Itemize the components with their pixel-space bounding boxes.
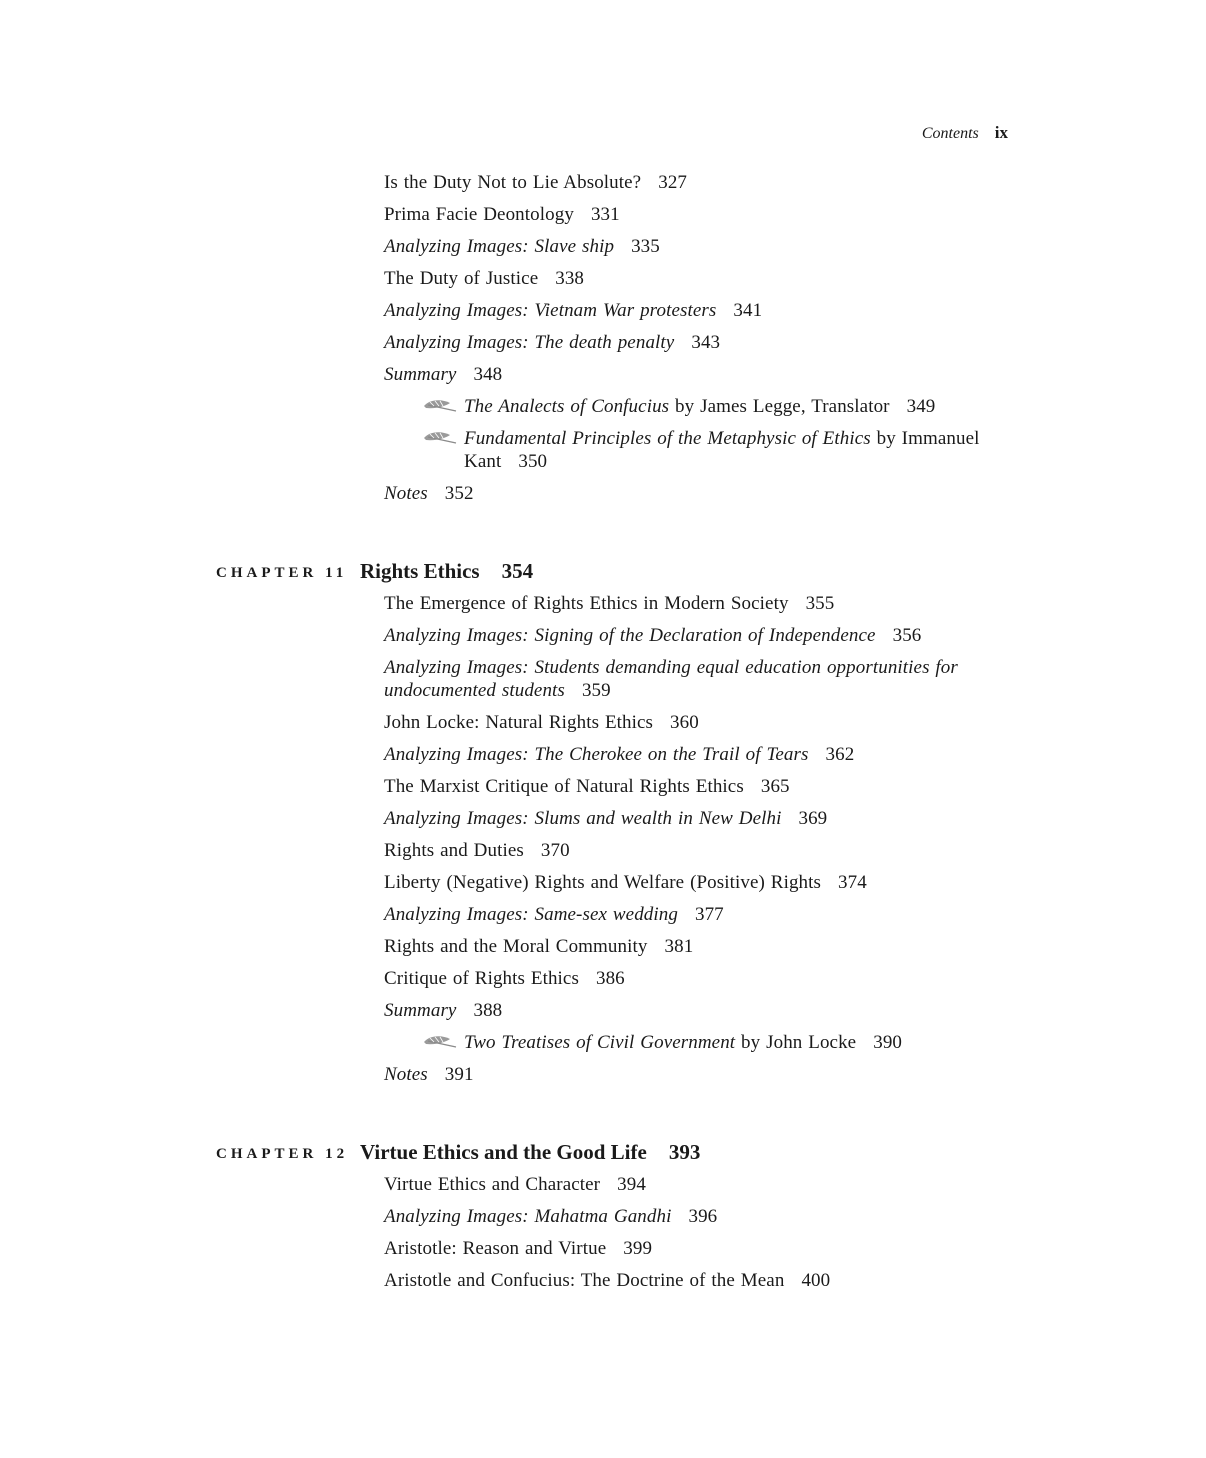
toc-entry[interactable]: Aristotle and Confucius: The Doctrine of the Mean 400 <box>384 1270 831 1291</box>
toc-entry[interactable]: The Emergence of Rights Ethics in Modern Society 355 <box>384 593 835 614</box>
toc-entry[interactable]: Analyzing Images: Vietnam War protesters 341 <box>384 300 763 321</box>
running-head-label: Contents <box>921 125 979 142</box>
feather-quill-icon <box>422 429 458 445</box>
toc-entry-notes[interactable]: Notes 391 <box>384 1064 474 1085</box>
page-number: ix <box>994 123 1008 142</box>
toc-entry[interactable]: Aristotle: Reason and Virtue 399 <box>384 1238 653 1259</box>
toc-entry[interactable]: Analyzing Images: Students demanding equal education opportunities for undocumented students 359 <box>384 657 958 701</box>
toc-entry[interactable]: Virtue Ethics and Character 394 <box>384 1174 646 1195</box>
chapter-title[interactable]: Virtue Ethics and the Good Life 393 <box>360 1140 701 1164</box>
reading-entry[interactable]: Fundamental Principles of the Metaphysic of Ethics by Immanuel Kant 350 <box>422 427 1039 473</box>
toc-entry[interactable]: Analyzing Images: The death penalty 343 <box>384 332 721 353</box>
toc-entry[interactable]: Analyzing Images: The Cherokee on the Trail of Tears 362 <box>384 744 855 765</box>
feather-quill-icon <box>422 1033 458 1049</box>
toc-entry[interactable]: Summary 348 <box>384 364 503 385</box>
running-head <box>922 123 1008 143</box>
toc-entry[interactable]: Analyzing Images: Same-sex wedding 377 <box>384 904 724 925</box>
toc-entry[interactable]: Analyzing Images: Slums and wealth in New Delhi 369 <box>384 808 828 829</box>
toc-entry[interactable]: Prima Facie Deontology 331 <box>384 204 620 225</box>
toc-entry[interactable]: Rights and the Moral Community 381 <box>384 936 694 957</box>
toc-entry[interactable]: The Marxist Critique of Natural Rights Ethics 365 <box>384 776 790 797</box>
toc-entry[interactable]: Analyzing Images: Slave ship 335 <box>384 236 660 257</box>
feather-quill-icon <box>422 397 458 413</box>
chapter-label: CHAPTER 11 <box>216 565 348 581</box>
toc-entry[interactable]: The Duty of Justice 338 <box>384 268 585 289</box>
toc-entry[interactable]: Analyzing Images: Mahatma Gandhi 396 <box>384 1206 718 1227</box>
toc-entry[interactable]: Liberty (Negative) Rights and Welfare (Positive) Rights 374 <box>384 872 867 893</box>
toc-entry-notes[interactable]: Notes 352 <box>384 483 474 504</box>
reading-entry[interactable]: Two Treatises of Civil Government by John Locke 390 <box>422 1031 1039 1054</box>
reading-entry[interactable]: The Analects of Confucius by James Legge, Translator 349 <box>422 395 1039 418</box>
toc-entry[interactable]: Is the Duty Not to Lie Absolute? 327 <box>384 172 688 193</box>
toc-entry[interactable]: Rights and Duties 370 <box>384 840 570 861</box>
chapter-title[interactable]: Rights Ethics 354 <box>360 559 534 583</box>
toc-entry[interactable]: Summary 388 <box>384 1000 503 1021</box>
toc-entry[interactable]: Analyzing Images: Signing of the Declaration of Independence 356 <box>384 625 922 646</box>
toc-entry[interactable]: Critique of Rights Ethics 386 <box>384 968 625 989</box>
chapter-label: CHAPTER 12 <box>216 1146 349 1162</box>
toc-entry[interactable]: John Locke: Natural Rights Ethics 360 <box>384 712 699 733</box>
